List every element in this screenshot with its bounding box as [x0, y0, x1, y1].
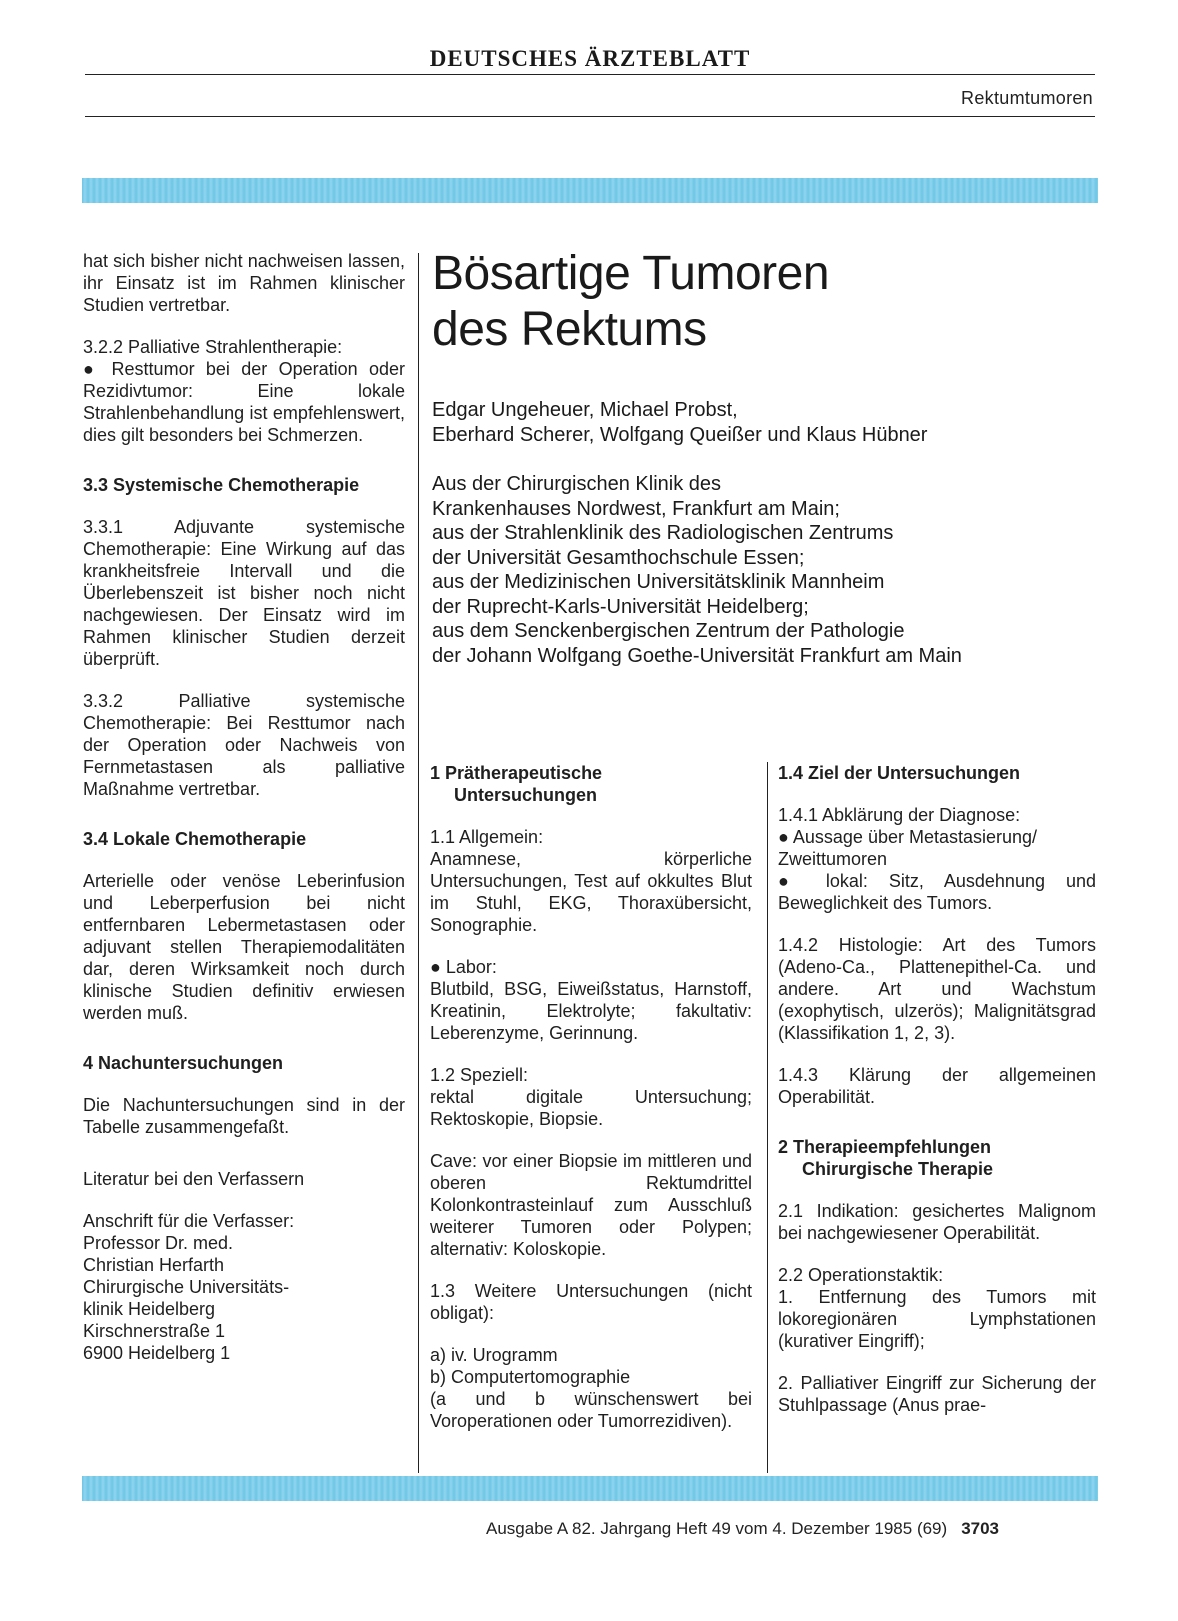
- heading-2: [778, 1136, 1096, 1180]
- paragraph-intro: hat sich bisher nicht nachweisen lassen, ihr Einsatz ist im Rahmen klinischer Studien vertretbar.: [83, 251, 405, 315]
- heading-1: [430, 762, 752, 806]
- paragraph-1-4-1-heading: 1.4.1 Abklärung der Diagnose:: [778, 805, 1021, 825]
- affiliations: [432, 472, 962, 668]
- journal-title: DEUTSCHES ÄRZTEBLATT: [429, 46, 751, 71]
- affiliation-line: aus der Medizinischen Universitätsklinik Mannheim: [432, 571, 885, 593]
- address-line: 6900 Heidelberg 1: [83, 1343, 231, 1363]
- address-line: Professor Dr. med.: [83, 1233, 234, 1253]
- affiliation-line: aus der Strahlenklinik des Radiologischen Zentrums: [432, 522, 894, 544]
- bullet-icon: ●: [430, 957, 441, 977]
- heading-1-line: 1 Prätherapeutische: [430, 763, 603, 783]
- column-divider-right: [767, 762, 768, 1473]
- paragraph-2-1: 2.1 Indikation: gesichertes Malignom bei nachgewiesener Operabilität.: [778, 1201, 1096, 1243]
- issue-info: Ausgabe A 82. Jahrgang Heft 49 vom 4. Dezember 1985 (69): [486, 1519, 948, 1538]
- affiliation-line: der Ruprecht-Karls-Universität Heidelberg;: [432, 595, 809, 618]
- paragraph-3-2-2-heading: 3.2.2 Palliative Strahlentherapie:: [83, 337, 343, 357]
- heading-1-4: 1.4 Ziel der Untersuchungen: [778, 763, 1021, 783]
- literature-note: Literatur bei den Verfassern: [83, 1169, 305, 1189]
- paragraph-3-2-2-text: Resttumor bei der Operation oder Rezidivtumor: Eine lokale Strahlenbehandlung ist empfehlenswert, dies gilt besonders bei Schmerzen.: [83, 359, 405, 445]
- labor-text: Blutbild, BSG, Eiweißstatus, Harnstoff, Kreatinin, Elektrolyte; fakultativ: Leberenzyme, Gerinnung.: [430, 979, 752, 1043]
- paragraph-1-3-list: [430, 1344, 752, 1432]
- heading-3-3: 3.3 Systemische Chemotherapie: [83, 475, 360, 495]
- paragraph-1-4-2: 1.4.2 Histologie: Art des Tumors (Adeno-Ca., Plattenepithel-Ca. und andere. Art und Wachstum (exophytisch, ulzerös); Malignitätsgrad (Klassifikation 1, 2, 3).: [778, 935, 1096, 1043]
- list-item: b) Computertomographie: [430, 1367, 631, 1387]
- paragraph-1-1: [430, 826, 752, 936]
- heading-3-4: 3.4 Lokale Chemotherapie: [83, 829, 307, 849]
- address-line: Kirschnerstraße 1: [83, 1321, 226, 1341]
- bullet-icon: ●: [83, 359, 101, 379]
- authors-line: Edgar Ungeheuer, Michael Probst,: [432, 399, 738, 421]
- page-number: 3703: [961, 1519, 1000, 1538]
- paragraph-1-1-text: Anamnese, körperliche Untersuchungen, Test auf okkultes Blut im Stuhl, EKG, Thoraxübersicht, Sonographie.: [430, 849, 752, 935]
- column-divider-left: [418, 253, 419, 1473]
- footer: [486, 1519, 999, 1539]
- bullet-text: lokal: Sitz, Ausdehnung und Beweglichkeit des Tumors.: [778, 871, 1096, 913]
- paragraph-1-2-heading: 1.2 Speziell:: [430, 1065, 529, 1085]
- list-item: a) iv. Urogramm: [430, 1345, 558, 1365]
- article-title: [432, 246, 829, 358]
- title-line: Bösartige Tumoren: [432, 247, 830, 300]
- heading-1-line: Untersuchungen: [454, 785, 598, 805]
- top-color-band: [82, 178, 1098, 203]
- affiliation-line: Krankenhauses Nordwest, Frankfurt am Main;: [432, 497, 840, 520]
- paragraph-3-2-2: [83, 336, 405, 446]
- paragraph-labor: [430, 956, 752, 1044]
- heading-4: 4 Nachuntersuchungen: [83, 1053, 284, 1073]
- bullet-text: Aussage über Metastasierung/ Zweittumoren: [778, 827, 1038, 869]
- paragraph-2-2-item-2: 2. Palliativer Eingriff zur Sicherung der Stuhlpassage (Anus prae-: [778, 1373, 1096, 1415]
- labor-heading: Labor:: [445, 957, 497, 977]
- left-column: [83, 250, 405, 1384]
- paragraph-2-2: [778, 1264, 1096, 1352]
- paragraph-2-2-heading: 2.2 Operationstaktik:: [778, 1265, 944, 1285]
- right-column: [778, 762, 1096, 1436]
- paragraph-1-4-1: [778, 804, 1096, 914]
- paragraph-3-4: Arterielle oder venöse Leberinfusion und Leberperfusion bei nicht entfernbaren Lebermetastasen oder adjuvant stellen Therapiemodalitäten dar, deren Wirksamkeit noch durch klinische Studien definitiv erwiesen werden muß.: [83, 871, 405, 1023]
- paragraph-2-2-item: 1. Entfernung des Tumors mit lokoregionären Lymphstationen (kurativer Eingriff);: [778, 1287, 1096, 1351]
- authors-line: Eberhard Scherer, Wolfgang Queißer und Klaus Hübner: [432, 424, 928, 446]
- address-line: Christian Herfarth: [83, 1255, 225, 1275]
- paragraph-1-2-text: rektal digitale Untersuchung; Rektoskopie, Biopsie.: [430, 1087, 752, 1129]
- affiliation-line: der Universität Gesamthochschule Essen;: [432, 546, 805, 569]
- paragraph-cave: Cave: vor einer Biopsie im mittleren und oberen Rektumdrittel Kolonkontrasteinlauf zum Ausschluß weiterer Tumoren oder Polypen; alternativ: Koloskopie.: [430, 1151, 752, 1259]
- bullet-icon: ●: [778, 871, 805, 891]
- paragraph-4: Die Nachuntersuchungen sind in der Tabelle zusammengefaßt.: [83, 1095, 405, 1137]
- correspondence-address: [83, 1210, 405, 1364]
- title-line: des Rektums: [432, 303, 707, 356]
- affiliation-line: der Johann Wolfgang Goethe-Universität Frankfurt am Main: [432, 644, 962, 667]
- paragraph-1-2: [430, 1064, 752, 1130]
- address-line: klinik Heidelberg: [83, 1299, 216, 1319]
- header-rule-top: [85, 74, 1095, 75]
- affiliation-line: Aus der Chirurgischen Klinik des: [432, 473, 722, 495]
- list-item: (a und b wünschenswert bei Voroperationen oder Tumorrezidiven).: [430, 1389, 752, 1431]
- section-label: Rektumtumoren: [961, 88, 1093, 108]
- paragraph-1-3-heading: 1.3 Weitere Untersuchungen (nicht obligat):: [430, 1281, 752, 1323]
- authors: [432, 398, 927, 448]
- paragraph-1-1-heading: 1.1 Allgemein:: [430, 827, 544, 847]
- affiliation-line: aus dem Senckenbergischen Zentrum der Pathologie: [432, 620, 905, 642]
- bottom-color-band: [82, 1476, 1098, 1501]
- heading-2-line: 2 Therapieempfehlungen: [778, 1137, 992, 1157]
- address-line: Chirurgische Universitäts-: [83, 1277, 290, 1297]
- paragraph-3-3-1: 3.3.1 Adjuvante systemische Chemotherapie: Eine Wirkung auf das krankheitsfreie Intervall und die Überlebenszeit ist bisher noch nicht nachgewiesen. Der Einsatz wird im Rahmen klinischer Studien derzeit überprüft.: [83, 517, 405, 669]
- paragraph-3-3-2: 3.3.2 Palliative systemische Chemotherapie: Bei Resttumor nach der Operation oder Nachweis von Fernmetastasen als palliative Maßnahme vertretbar.: [83, 691, 405, 799]
- middle-column: [430, 762, 752, 1452]
- bullet-icon: ●: [778, 827, 789, 847]
- heading-2-line: Chirurgische Therapie: [802, 1159, 994, 1179]
- address-line: Anschrift für die Verfasser:: [83, 1211, 295, 1231]
- paragraph-1-4-3: 1.4.3 Klärung der allgemeinen Operabilität.: [778, 1065, 1096, 1107]
- header-rule-bottom: [85, 116, 1095, 117]
